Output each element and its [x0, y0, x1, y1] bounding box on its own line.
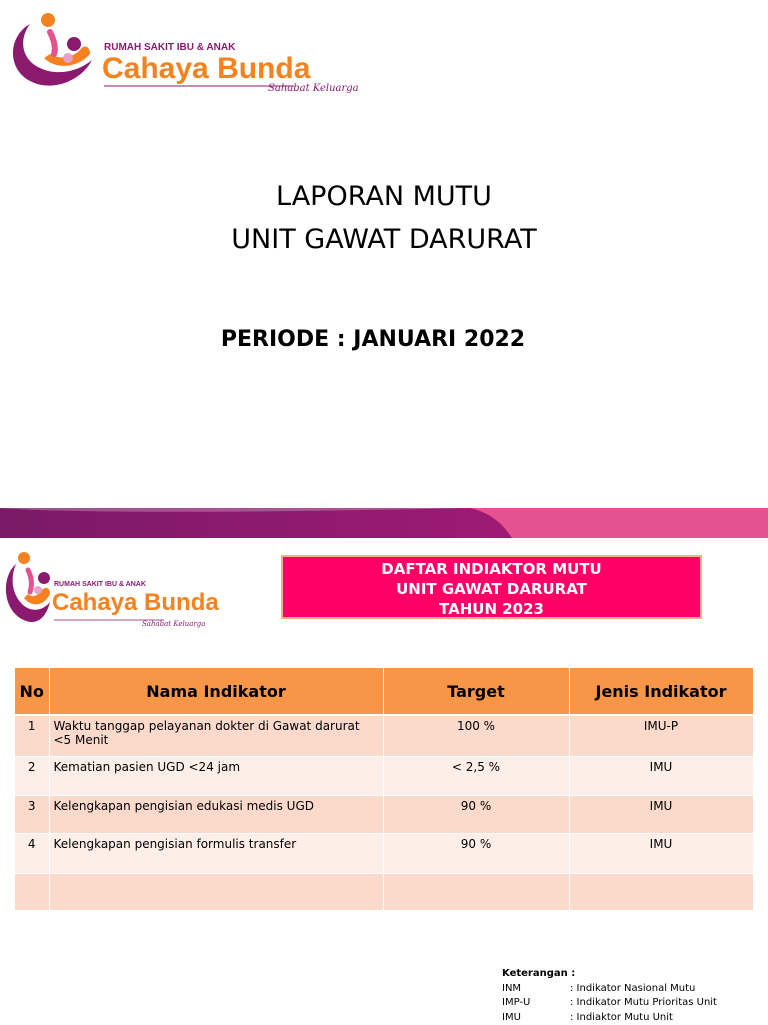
cell-no: [15, 873, 49, 910]
header-target: Target: [383, 668, 569, 715]
banner-line3: TAHUN 2023: [283, 599, 700, 619]
legend-desc: : Indikator Nasional Mutu: [570, 983, 695, 994]
indicator-list-banner: [281, 555, 702, 619]
title-line1: LAPORAN MUTU: [0, 175, 768, 218]
cell-nama: Kematian pasien UGD <24 jam: [49, 756, 383, 795]
cell-no: 2: [15, 756, 49, 795]
header-jenis-indikator: Jenis Indikator: [569, 668, 753, 715]
legend-code: IMP-U: [502, 996, 570, 1011]
header-nama-indikator: Nama Indikator: [49, 668, 383, 715]
banner-line1: DAFTAR INDIAKTOR MUTU: [283, 559, 700, 579]
legend-desc: : Indikator Mutu Prioritas Unit: [570, 997, 717, 1008]
cell-no: 1: [15, 715, 49, 756]
slide-divider: [0, 508, 768, 538]
cell-jenis: IMU: [569, 795, 753, 833]
banner-line2: UNIT GAWAT DARURAT: [283, 579, 700, 599]
cell-jenis: [569, 873, 753, 910]
legend-title: Keterangan :: [502, 967, 717, 982]
report-title: [0, 175, 768, 261]
table-row: [15, 756, 753, 795]
table-row: [15, 833, 753, 873]
logo-name: Cahaya Bunda: [102, 52, 311, 85]
logo-mark-icon: [6, 552, 50, 622]
header-no: No: [15, 668, 49, 715]
legend-item: [502, 1011, 717, 1025]
table-row: [15, 715, 753, 756]
cell-jenis: IMU: [569, 756, 753, 795]
logo-subtitle: RUMAH SAKIT IBU & ANAK: [104, 42, 236, 53]
legend-code: INM: [502, 982, 570, 997]
logo-subtitle: RUMAH SAKIT IBU & ANAK: [54, 581, 146, 588]
cell-target: 100 %: [383, 715, 569, 756]
table-row: [15, 795, 753, 833]
logo-mark-icon: [13, 13, 92, 86]
cell-no: 4: [15, 833, 49, 873]
cell-no: 3: [15, 795, 49, 833]
hospital-logo-small: [2, 548, 202, 634]
legend-item: [502, 996, 717, 1011]
cell-nama: Waktu tanggap pelayanan dokter di Gawat darurat <5 Menit: [49, 715, 383, 756]
cell-target: 90 %: [383, 833, 569, 873]
logo-name: Cahaya Bunda: [52, 589, 219, 616]
cell-jenis: IMU-P: [569, 715, 753, 756]
cell-nama: Kelengkapan pengisian formulis transfer: [49, 833, 383, 873]
cell-target: [383, 873, 569, 910]
logo-tagline: Sahabat Keluarga: [142, 620, 205, 628]
legend-notes: [502, 967, 717, 1025]
legend-code: IMU: [502, 1011, 570, 1025]
title-line2: UNIT GAWAT DARURAT: [0, 218, 768, 261]
hospital-logo: [4, 10, 384, 100]
cell-jenis: IMU: [569, 833, 753, 873]
cell-target: 90 %: [383, 795, 569, 833]
period-label: PERIODE : JANUARI 2022: [0, 327, 746, 352]
cell-nama: [49, 873, 383, 910]
logo-tagline: Sahabat Keluarga: [268, 83, 359, 94]
table-header-row: [15, 668, 753, 715]
legend-item: [502, 982, 717, 997]
indicator-table: [15, 668, 754, 911]
legend-desc: : Indiaktor Mutu Unit: [570, 1012, 673, 1023]
table-row: [15, 873, 753, 910]
cell-nama: Kelengkapan pengisian edukasi medis UGD: [49, 795, 383, 833]
cell-target: < 2,5 %: [383, 756, 569, 795]
